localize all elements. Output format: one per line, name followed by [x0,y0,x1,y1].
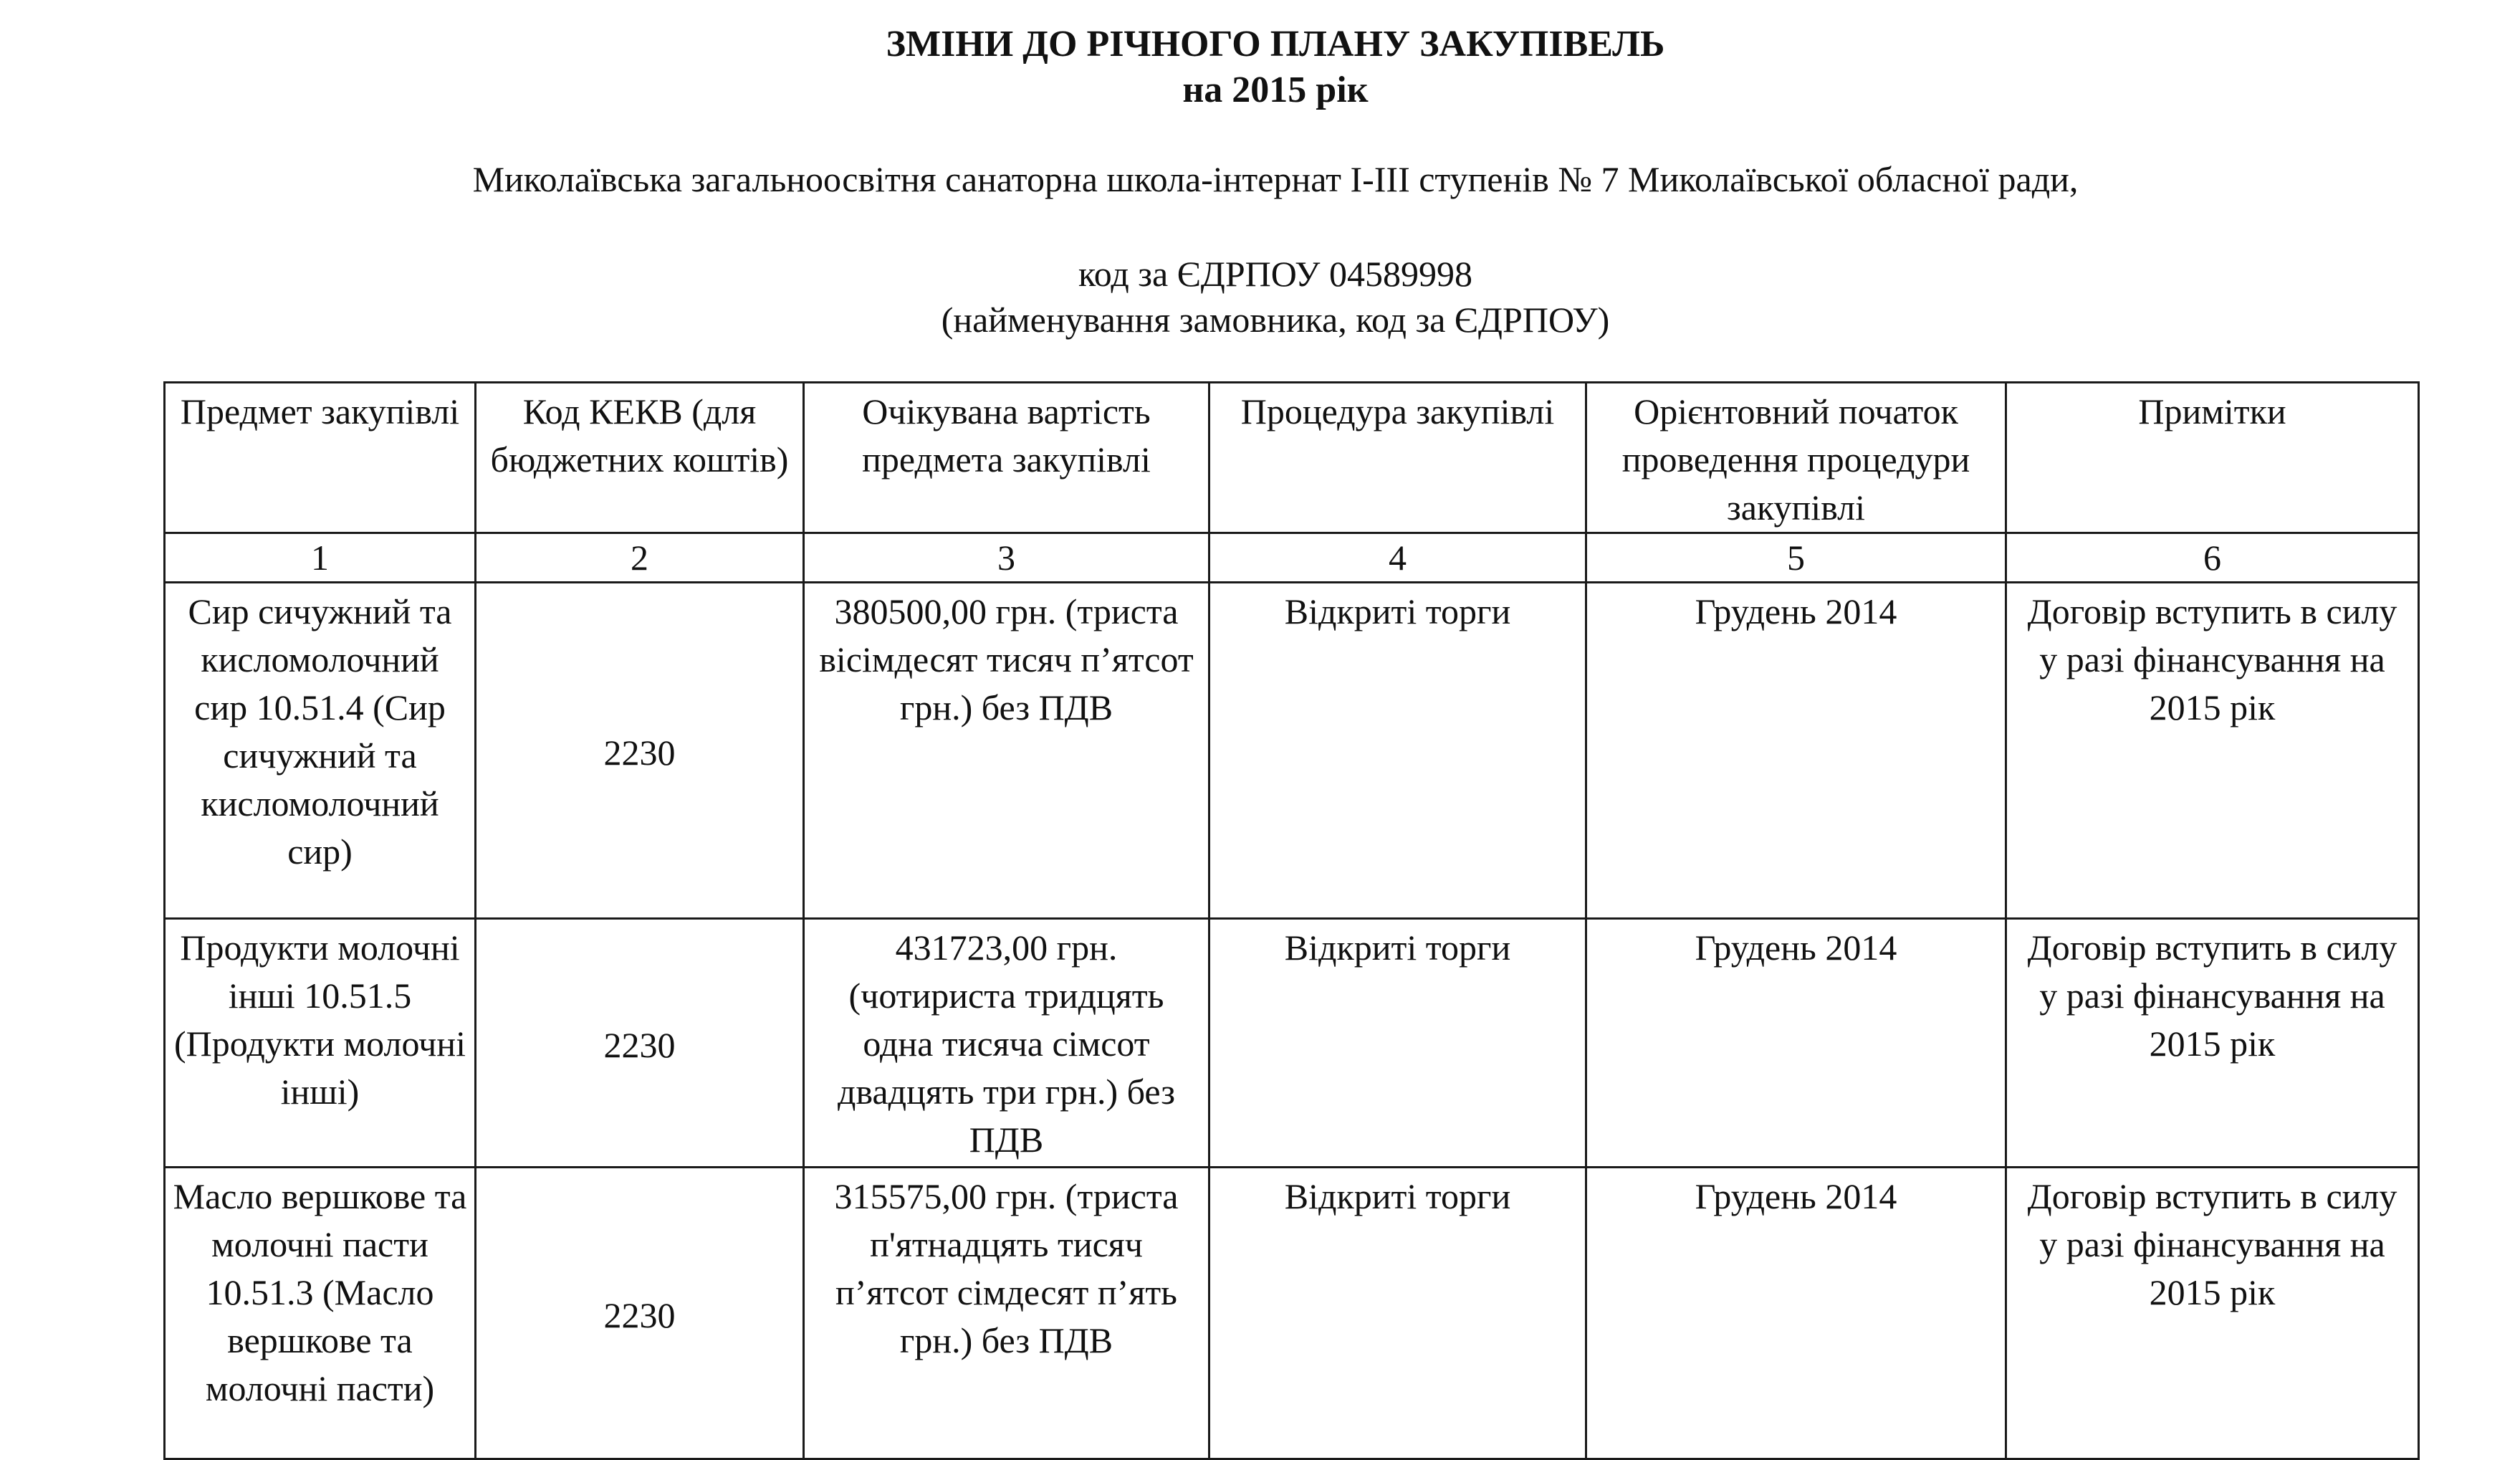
title-year: на 2015 рік [1182,70,1369,110]
table-row [165,583,2419,919]
cell-cost: 315575,00 грн. (триста п'ятнадцять тисяч п’ятсот сімдесят п’ять грн.) без ПДВ [804,1168,1209,1459]
cell-subject: Масло вершкове та молочні пасти 10.51.3 (Масло вершкове та молочні пасти) [165,1168,476,1459]
cell-cost: 431723,00 грн. (чотириста тридцять одна тисяча сімсот двадцять три грн.) без ПДВ [804,919,1209,1168]
cell-notes: Договір вступить в силу у разі фінансування на 2015 рік [2006,583,2419,919]
procurement-table [163,381,2420,1460]
cell-cost: 380500,00 грн. (триста вісімдесят тисяч п’ятсот грн.) без ПДВ [804,583,1209,919]
cell-procedure: Відкриті торги [1209,919,1586,1168]
cell-subject: Продукти молочні інші 10.51.5 (Продукти молочні інші) [165,919,476,1168]
cell-start: Грудень 2014 [1586,919,2006,1168]
column-number: 3 [804,533,1209,583]
column-header-start: Орієнтовний початок проведення процедури закупівлі [1586,383,2006,533]
cell-kekv: 2230 [476,919,804,1168]
column-header-cost: Очікувана вартість предмета закупівлі [804,383,1209,533]
column-number: 5 [1586,533,2006,583]
cell-start: Грудень 2014 [1586,583,2006,919]
column-header-kekv: Код КЕКВ (для бюджетних коштів) [476,383,804,533]
document-title [0,22,2520,113]
title-main: ЗМІНИ ДО РІЧНОГО ПЛАНУ ЗАКУПІВЕЛЬ [886,24,1665,65]
column-number: 2 [476,533,804,583]
edrpou-caption: (найменування замовника, код за ЄДРПОУ) [941,300,1610,340]
column-header-subject: Предмет закупівлі [165,383,476,533]
cell-procedure: Відкриті торги [1209,583,1586,919]
column-number: 6 [2006,533,2419,583]
cell-notes: Договір вступить в силу у разі фінансування на 2015 рік [2006,919,2419,1168]
cell-start: Грудень 2014 [1586,1168,2006,1459]
cell-kekv: 2230 [476,583,804,919]
cell-subject: Сир сичужний та кисломолочний сир 10.51.4 (Сир сичужний та кисломолочний сир) [165,583,476,919]
cell-kekv: 2230 [476,1168,804,1459]
table-row [165,1168,2419,1459]
cell-procedure: Відкриті торги [1209,1168,1586,1459]
table-header-row [165,383,2419,533]
edrpou-block [0,251,2520,343]
column-header-notes: Примітки [2006,383,2419,533]
organization-name: Миколаївська загальноосвітня санаторна школа-інтернат І-ІІІ ступенів № 7 Миколаївської обласної ради, [472,159,2079,199]
cell-notes: Договір вступить в силу у разі фінансування на 2015 рік [2006,1168,2419,1459]
edrpou-code: код за ЄДРПОУ 04589998 [1078,254,1472,294]
column-number-row [165,533,2419,583]
column-header-procedure: Процедура закупівлі [1209,383,1586,533]
column-number: 4 [1209,533,1586,583]
table-row [165,919,2419,1168]
column-number: 1 [165,533,476,583]
